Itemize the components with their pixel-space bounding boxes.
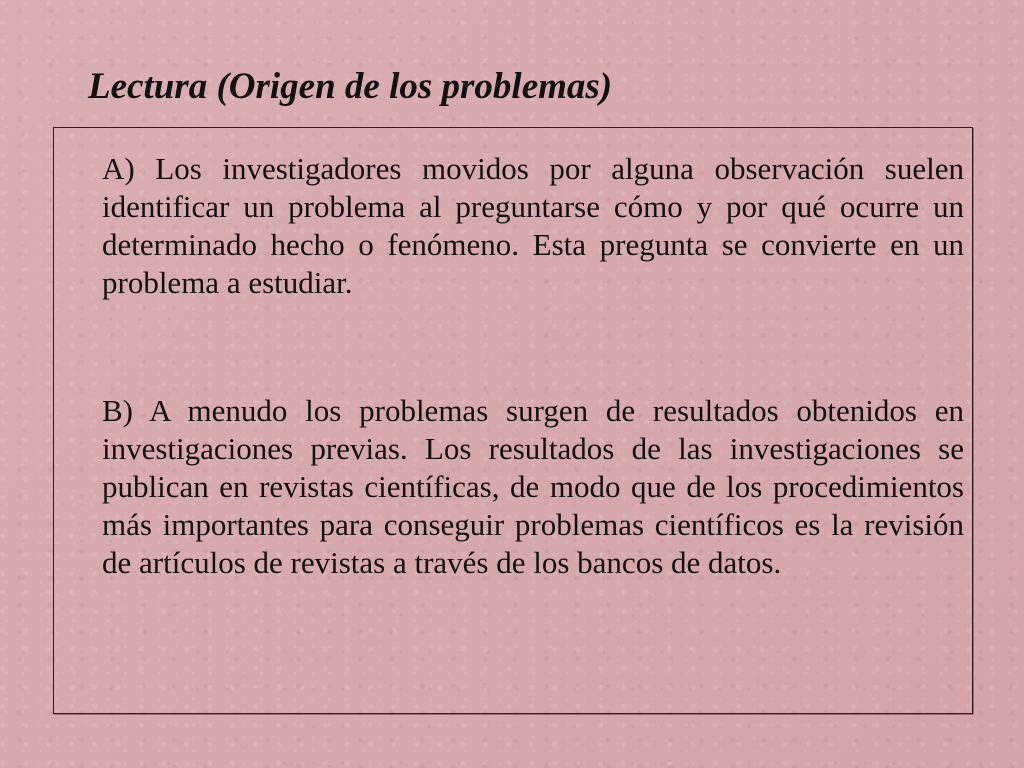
paragraph-b: B) A menudo los problemas surgen de resultados obtenidos en investigaciones previas. Los resultados de las investigaciones se publican en revistas científicas, de modo que de los procedimientos más importantes para conseguir problemas científicos es la revisión de artículos de revistas a través de los bancos de datos. (102, 393, 964, 580)
slide-title: Lectura (Origen de los problemas) (88, 66, 613, 107)
paragraph-a: A) Los investigadores movidos por alguna observación suelen identificar un problema al preguntarse cómo y por qué ocurre un determinado hecho o fenómeno. Esta pregunta se convierte en un problema a estudiar. (102, 151, 964, 300)
